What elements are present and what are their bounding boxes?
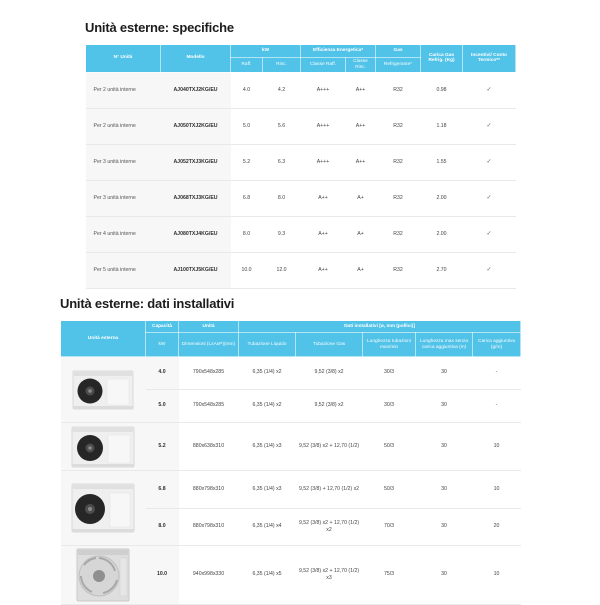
cell-refrigerant: R32 — [376, 180, 421, 216]
cell-gas-pipe: 9,52 (3/8) x2 — [296, 390, 363, 423]
table-row — [86, 252, 516, 288]
cell-capacity: 4.0 — [146, 357, 179, 390]
cell-gas-pipe: 9,52 (3/8) x2 + 12,70 (1/2) x2 — [296, 509, 363, 546]
cell-cooling-kw: 6.8 — [231, 180, 263, 216]
header-group-unit: Unità — [179, 321, 239, 333]
cell-capacity: 8.0 — [146, 509, 179, 546]
header-refrigerant: Refrigerante* — [376, 58, 421, 73]
table-row — [61, 546, 521, 605]
cell-unit-count: Per 2 unità interne — [86, 108, 161, 144]
cell-cooling-kw: 5.0 — [231, 108, 263, 144]
cell-heating-kw: 8.0 — [263, 180, 301, 216]
cell-pipe-length: 70/3 — [363, 509, 416, 546]
table-row — [86, 108, 516, 144]
cell-class-cooling: A++ — [301, 216, 346, 252]
table-row — [86, 216, 516, 252]
cell-class-cooling: A++ — [301, 252, 346, 288]
cell-model: AJ052TXJ3KG/EU — [161, 144, 231, 180]
check-icon: ✓ — [463, 180, 516, 216]
cell-liquid-pipe: 6,35 (1/4) x2 — [239, 357, 296, 390]
cell-additional-charge: 10 — [473, 423, 521, 471]
cell-additional-charge: - — [473, 357, 521, 390]
header-heating: Risc. — [263, 58, 301, 73]
check-icon: ✓ — [463, 252, 516, 288]
header-pipe-length-maxmin: Lunghezza tubazioni max/min — [363, 333, 416, 357]
cell-heating-kw: 12.0 — [263, 252, 301, 288]
check-icon: ✓ — [463, 144, 516, 180]
cell-pipe-length: 50/3 — [363, 471, 416, 509]
outdoor-unit-image — [61, 423, 146, 471]
table-row — [61, 423, 521, 471]
cell-additional-charge: 20 — [473, 509, 521, 546]
table-row — [86, 72, 516, 108]
cell-capacity: 6.8 — [146, 471, 179, 509]
header-group-efficiency: Efficienza Energetica* — [301, 45, 376, 58]
outdoor-unit-photo-tall — [66, 480, 140, 536]
cell-length-no-charge: 30 — [416, 423, 473, 471]
cell-dimensions: 790x548x285 — [179, 357, 239, 390]
header-gas-pipe: Tubazione Gas — [296, 333, 363, 357]
install-table — [60, 320, 521, 605]
cell-heating-kw: 9.3 — [263, 216, 301, 252]
cell-capacity: 5.2 — [146, 423, 179, 471]
cell-cooling-kw: 5.2 — [231, 144, 263, 180]
cell-gas-pipe: 9,52 (3/8) x2 — [296, 357, 363, 390]
cell-refrigerant: R32 — [376, 72, 421, 108]
cell-gas-pipe: 9,52 (3/8) x2 + 12,70 (1/2) — [296, 423, 363, 471]
outdoor-unit-photo-large-fan — [72, 546, 134, 604]
header-capacity: Capacità — [146, 321, 179, 333]
cell-model: AJ100TXJ5KG/EU — [161, 252, 231, 288]
cell-dimensions: 880x638x310 — [179, 423, 239, 471]
header-group-kw: kW — [231, 45, 301, 58]
cell-dimensions: 940x998x330 — [179, 546, 239, 605]
cell-unit-count: Per 4 unità interne — [86, 216, 161, 252]
outdoor-unit-image — [61, 357, 146, 423]
cell-model: AJ040TXJ2KG/EU — [161, 72, 231, 108]
cell-additional-charge: 10 — [473, 546, 521, 605]
header-incentives: Incentivi/ Conto Termico** — [463, 45, 516, 73]
header-class-heating: Classe Risc. — [346, 58, 376, 73]
cell-capacity: 5.0 — [146, 390, 179, 423]
cell-dimensions: 880x798x310 — [179, 509, 239, 546]
cell-class-heating: A++ — [346, 108, 376, 144]
header-cooling: Raff. — [231, 58, 263, 73]
section2-title: Unità esterne: dati installativi — [60, 296, 235, 311]
cell-heating-kw: 6.3 — [263, 144, 301, 180]
cell-heating-kw: 5.6 — [263, 108, 301, 144]
section1-title: Unità esterne: specifiche — [85, 20, 234, 35]
cell-refrigerant: R32 — [376, 216, 421, 252]
cell-additional-charge: - — [473, 390, 521, 423]
cell-class-heating: A+ — [346, 216, 376, 252]
cell-gas-pipe: 9,52 (3/8) + 12,70 (1/2) x2 — [296, 471, 363, 509]
cell-gas-charge: 0.98 — [421, 72, 463, 108]
cell-class-heating: A++ — [346, 144, 376, 180]
specs-table — [85, 44, 516, 289]
cell-class-heating: A+ — [346, 180, 376, 216]
outdoor-unit-photo-small — [67, 367, 139, 413]
cell-gas-charge: 1.18 — [421, 108, 463, 144]
cell-length-no-charge: 30 — [416, 546, 473, 605]
cell-liquid-pipe: 6,35 (1/4) x4 — [239, 509, 296, 546]
cell-refrigerant: R32 — [376, 108, 421, 144]
specs-table-header — [86, 45, 516, 73]
cell-length-no-charge: 30 — [416, 471, 473, 509]
header-outdoor-unit: Unità esterna — [61, 321, 146, 357]
cell-length-no-charge: 30 — [416, 509, 473, 546]
cell-cooling-kw: 4.0 — [231, 72, 263, 108]
cell-cooling-kw: 8.0 — [231, 216, 263, 252]
header-group-install-data: Dati installativi [ø, mm (pollici)] — [239, 321, 521, 333]
cell-additional-charge: 10 — [473, 471, 521, 509]
check-icon: ✓ — [463, 216, 516, 252]
cell-pipe-length: 50/3 — [363, 423, 416, 471]
table-row — [61, 471, 521, 509]
cell-liquid-pipe: 6,35 (1/4) x5 — [239, 546, 296, 605]
cell-liquid-pipe: 6,35 (1/4) x2 — [239, 390, 296, 423]
cell-pipe-length: 30/3 — [363, 390, 416, 423]
cell-gas-charge: 1.55 — [421, 144, 463, 180]
cell-model: AJ050TXJ2KG/EU — [161, 108, 231, 144]
cell-class-cooling: A+++ — [301, 72, 346, 108]
outdoor-unit-image — [61, 546, 146, 605]
header-group-gas: Gas — [376, 45, 421, 58]
cell-gas-charge: 2.70 — [421, 252, 463, 288]
cell-unit-count: Per 3 unità interne — [86, 180, 161, 216]
cell-unit-count: Per 5 unità interne — [86, 252, 161, 288]
table-row — [86, 144, 516, 180]
check-icon: ✓ — [463, 108, 516, 144]
cell-pipe-length: 75/3 — [363, 546, 416, 605]
cell-class-cooling: A+++ — [301, 144, 346, 180]
cell-length-no-charge: 30 — [416, 357, 473, 390]
header-model: Modello — [161, 45, 231, 73]
cell-class-heating: A++ — [346, 72, 376, 108]
cell-heating-kw: 4.2 — [263, 72, 301, 108]
header-liquid-pipe: Tubazione Liquido — [239, 333, 296, 357]
header-additional-charge: Carica aggiuntiva (g/m) — [473, 333, 521, 357]
cell-refrigerant: R32 — [376, 252, 421, 288]
cell-class-cooling: A++ — [301, 180, 346, 216]
cell-capacity: 10.0 — [146, 546, 179, 605]
cell-model: AJ080TXJ4KG/EU — [161, 216, 231, 252]
cell-cooling-kw: 10.0 — [231, 252, 263, 288]
cell-unit-count: Per 2 unità interne — [86, 72, 161, 108]
header-dimensions: Dimensioni (LxAxP)(mm) — [179, 333, 239, 357]
table-row — [61, 357, 521, 390]
cell-pipe-length: 30/3 — [363, 357, 416, 390]
cell-liquid-pipe: 6,35 (1/4) x3 — [239, 471, 296, 509]
cell-dimensions: 880x798x310 — [179, 471, 239, 509]
outdoor-unit-photo-medium — [66, 424, 140, 470]
cell-class-cooling: A+++ — [301, 108, 346, 144]
cell-gas-pipe: 9,52 (3/8) x2 + 12,70 (1/2) x3 — [296, 546, 363, 605]
cell-model: AJ068TXJ3KG/EU — [161, 180, 231, 216]
header-length-no-charge: Lunghezza max senza carica aggiuntiva (m) — [416, 333, 473, 357]
header-gas-charge: Carica Gas Refrig. (Kg) — [421, 45, 463, 73]
cell-class-heating: A+ — [346, 252, 376, 288]
cell-unit-count: Per 3 unità interne — [86, 144, 161, 180]
cell-gas-charge: 2.00 — [421, 216, 463, 252]
cell-length-no-charge: 30 — [416, 390, 473, 423]
install-table-header — [61, 321, 521, 357]
cell-liquid-pipe: 6,35 (1/4) x3 — [239, 423, 296, 471]
table-row — [86, 180, 516, 216]
check-icon: ✓ — [463, 72, 516, 108]
cell-gas-charge: 2.00 — [421, 180, 463, 216]
outdoor-unit-image — [61, 471, 146, 546]
header-capacity-kw: kW — [146, 333, 179, 357]
header-class-cooling: Classe Raff. — [301, 58, 346, 73]
cell-dimensions: 790x548x285 — [179, 390, 239, 423]
cell-refrigerant: R32 — [376, 144, 421, 180]
header-unit-count: N° Unità — [86, 45, 161, 73]
